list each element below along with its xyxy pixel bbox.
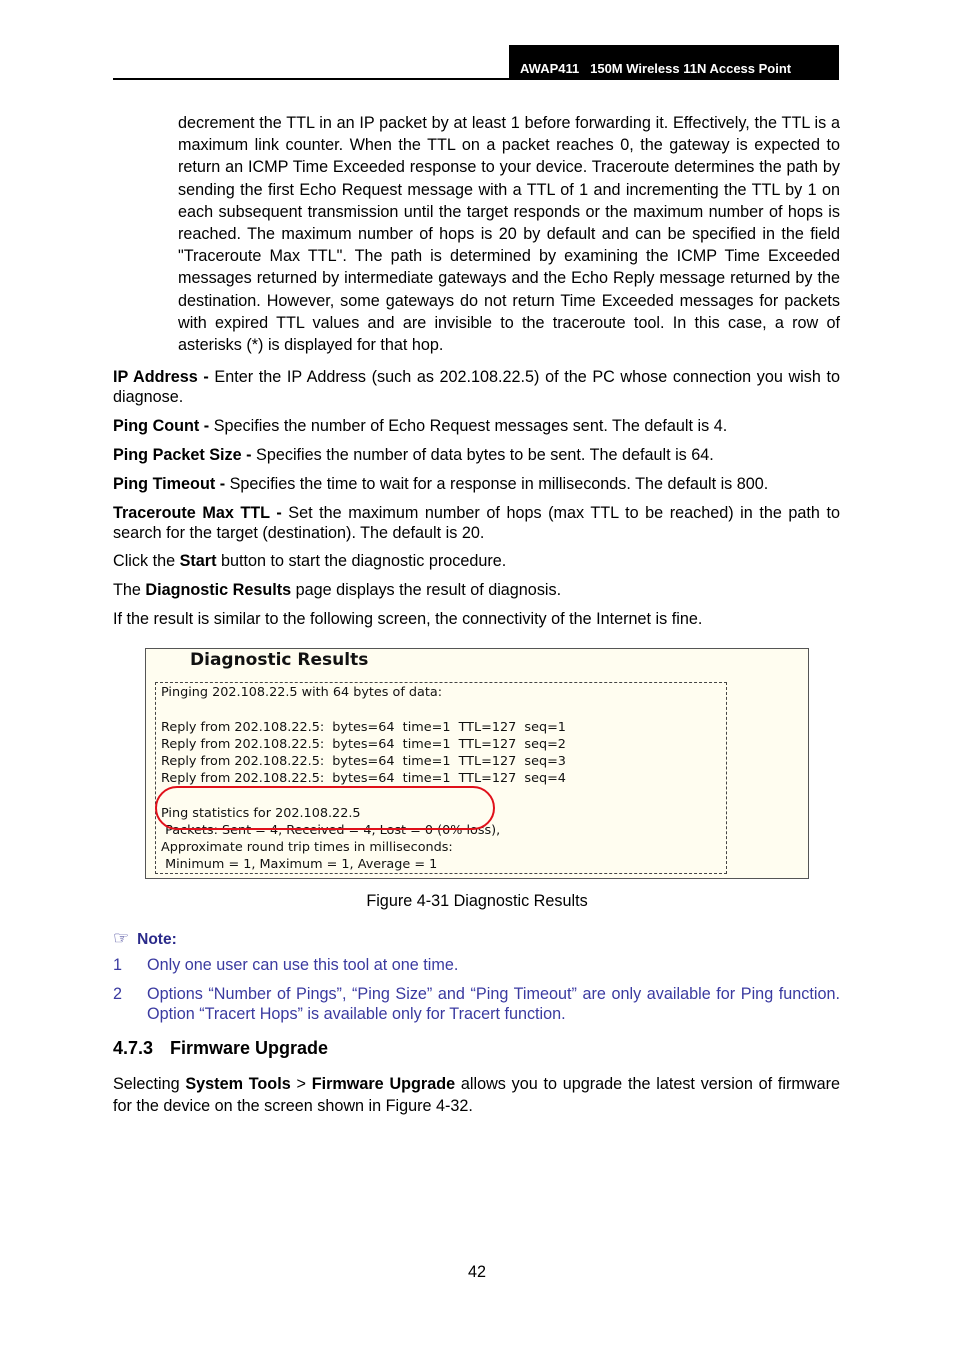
firmware-paragraph [113,1073,840,1117]
result-line: Reply from 202.108.22.5: bytes=64 time=1 TTL=127 seq=2 [161,737,566,752]
result-line: Reply from 202.108.22.5: bytes=64 time=1 TTL=127 seq=1 [161,720,566,735]
field-desc: Specifies the time to wait for a response in milliseconds. The default is 800. [225,475,769,493]
field-ping-count [113,417,840,437]
text: The [113,581,146,599]
field-ping-timeout [113,475,840,495]
result-line: Packets: Sent = 4, Received = 4, Lost = 0 (0% loss), [161,823,501,838]
header-title [509,45,839,80]
field-term: Ping Packet Size - [113,446,252,464]
result-line: Pinging 202.108.22.5 with 64 bytes of data: [161,685,443,700]
field-desc: Specifies the number of data bytes to be sent. The default is 64. [251,446,714,464]
result-paragraph: If the result is similar to the following screen, the connectivity of the Internet is fine. [113,610,703,628]
note-text: Only one user can use this tool at one time. [147,956,459,974]
note-number: 1 [113,956,123,974]
header-rule [113,78,839,80]
field-ping-packet-size [113,446,840,466]
system-tools-term: System Tools [185,1075,291,1093]
field-desc: Enter the IP Address (such as 202.108.22.5) of the PC whose connection you wish to diagnose. [113,368,840,406]
firmware-upgrade-term: Firmware Upgrade [311,1075,456,1093]
result-line: Reply from 202.108.22.5: bytes=64 time=1 TTL=127 seq=4 [161,771,566,786]
section-title: Firmware Upgrade [170,1038,329,1058]
section-heading [113,1038,328,1059]
figure-caption: Figure 4-31 Diagnostic Results [366,892,588,910]
text: Click the [113,552,180,570]
result-line: Ping statistics for 202.108.22.5 [161,806,361,821]
text: > [290,1075,312,1093]
note-number: 2 [113,985,123,1003]
field-term: Traceroute Max TTL - [113,504,282,522]
note-text: Options “Number of Pings”, “Ping Size” and “Ping Timeout” are only available for Ping function. Option “Tracert Hops” is available only for Tracert function. [147,985,840,1023]
section-number: 4.7.3 [113,1038,154,1058]
field-ip-address [113,368,840,407]
text: allows you to upgrade the latest version of firmware for the device on the screen shown in Figure 4-32. [113,1075,840,1116]
result-line: Minimum = 1, Maximum = 1, Average = 1 [161,857,438,872]
header-product: AWAP411 [520,61,580,76]
diagnostic-results-paragraph [113,581,840,601]
field-traceroute-max-ttl [113,504,840,543]
text: button to start the diagnostic procedure. [216,552,507,570]
field-desc: Specifies the number of Echo Request messages sent. The default is 4. [209,417,728,435]
intro-paragraph: decrement the TTL in an IP packet by at least 1 before forwarding it. Effectively, the TTL is a maximum link counter. When the TTL on a packet reaches 0, the gateway is expected to return an ICMP Time Exceeded response to your device. Traceroute determines the path by sending the first Echo Request message with a TTL of 1 and incrementing the TTL by 1 on each subsequent transmission until the target responds or the maximum number of hops is reached. The maximum number of hops is 20 by default and can be specified in the field "Traceroute Max TTL". The path is determined by examining the ICMP Time Exceeded messages returned by intermediate gateways and the Echo Reply message returned by the destination. However, some gateways do not return Time Exceeded messages for packets with expired TTL values and are invisible to the traceroute tool. In this case, a row of asterisks (*) is displayed for that hop. [178,114,840,355]
note-item [113,985,840,1025]
text: page displays the result of diagnosis. [291,581,562,599]
text: Selecting [113,1075,186,1093]
click-start-paragraph [113,552,840,572]
diagnostic-results-term: Diagnostic Results [145,581,292,599]
note-heading [113,928,177,949]
page-number: 42 [467,1263,486,1281]
header-description: 150M Wireless 11N Access Point [590,61,792,76]
result-line: Reply from 202.108.22.5: bytes=64 time=1 TTL=127 seq=3 [161,754,566,769]
field-term: Ping Timeout - [113,475,226,493]
highlight-oval [155,786,495,830]
result-line: Approximate round trip times in milliseconds: [161,840,453,855]
start-term: Start [179,552,217,570]
note-label: Note: [137,931,177,948]
figure-title: Diagnostic Results [190,650,369,670]
note-item [113,956,840,976]
field-desc: Set the maximum number of hops (max TTL to be reached) in the path to search for the target (destination). The default is 20. [113,504,840,542]
diagnostic-results-figure [145,648,809,879]
field-term: Ping Count - [113,417,210,435]
pointing-hand-icon: ☞ [113,928,130,948]
field-term: IP Address - [113,368,209,386]
